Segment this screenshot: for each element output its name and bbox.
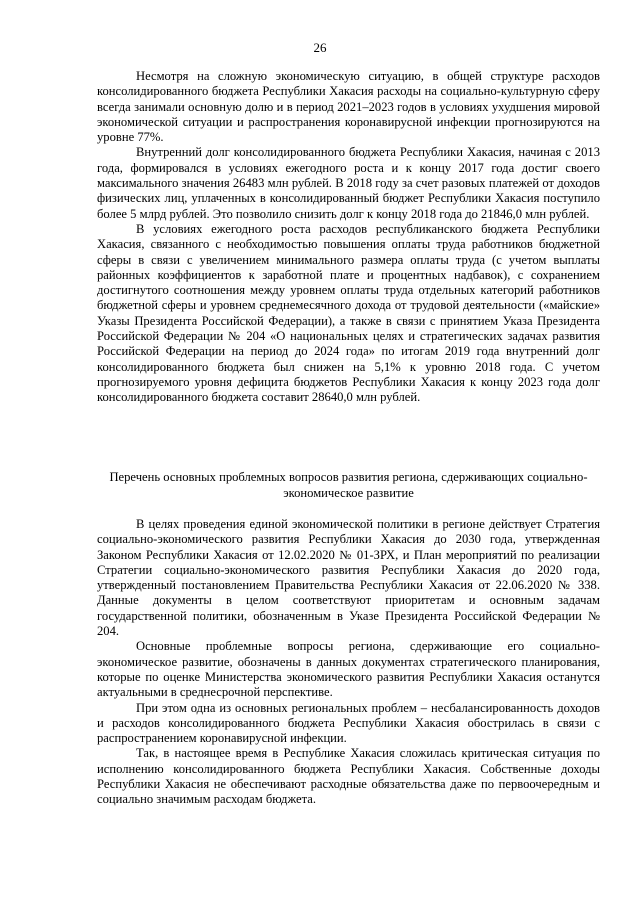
paragraph-budget-growth: В условиях ежегодного роста расходов республиканского бюджета Республики Хакасия, связанного с необходимостью повышения оплаты труда работников бюджетной сферы в связи с увеличением минимального размера оплаты труда (с учетом выплаты районных коэффициентов к заработной плате и процентных надбавок), с сохранением достигнутого соотношения между уровнем оплаты труда отдельных категорий работников бюджетной сферы и уровнем среднемесячного дохода от трудовой деятельности («майские» Указы Президента Российской Федерации), а также в связи с принятием Указа Президента Российской Федерации № 204 «О национальных целях и стратегических задачах развития Российской Федерации на период до 2024 года» по итогам 2019 года внутренний долг консолидированного бюджета был снижен на 5,1% к уровню 2018 года. С учетом прогнозируемого уровня дефицита бюджетов Республики Хакасия к концу 2023 года долг консолидированного бюджета составит 28640,0 млн рублей.	[97, 221, 600, 405]
paragraph-strategy: В целях проведения единой экономической политики в регионе действует Стратегия социально-экономического развития Республики Хакасия до 2030 года, утвержденная Законом Республики Хакасия от 12.02.2020 № 01-ЗРХ, и План мероприятий по реализации Стратегии социально-экономического развития Республики Хакасия до 2020 года, утвержденный постановлением Правительства Республики Хакасия от 22.06.2020 № 338. Данные документы в целом соответствуют приоритетам и основным задачам государственной политики, обозначенным в Указе Президента Российской Федерации № 204.	[97, 517, 600, 639]
paragraph-social-spending: Несмотря на сложную экономическую ситуацию, в общей структуре расходов консолидированного бюджета Республики Хакасия расходы на социально-культурную сферу всегда занимали основную долю и в период 2021–2023 годов в условиях ухудшения мировой экономической ситуации и распространения коронавирусной инфекции прогнозируются на уровне 77%.	[97, 69, 600, 145]
section-heading: Перечень основных проблемных вопросов развития региона, сдерживающих социально-экономическое развитие	[109, 470, 588, 500]
text-block-top	[97, 69, 600, 406]
page-number: 26	[313, 40, 327, 55]
paragraph-critical-situation: Так, в настоящее время в Республике Хакасия сложилась критическая ситуация по исполнению консолидированного бюджета Республики Хакасия. Собственные доходы Республики Хакасия не обеспечивают расходные обязательства даже по первоочередным и социально значимым расходам бюджета.	[97, 746, 600, 807]
paragraph-internal-debt: Внутренний долг консолидированного бюджета Республики Хакасия, начиная с 2013 года, формировался в условиях ежегодного роста и к концу 2017 года достиг своего максимального значения 26483 млн рублей. В 2018 году за счет разовых платежей от доходов физических лиц, уплаченных в консолидированный бюджет Республики Хакасия поступило более 5 млрд рублей. Это позволило снизить долг к концу 2018 года до 21846,0 млн рублей.	[97, 145, 600, 221]
paragraph-imbalance: При этом одна из основных региональных проблем – несбалансированность доходов и расходов консолидированного бюджета Республики Хакасия обострилась в связи с распространением коронавирусной инфекции.	[97, 700, 600, 746]
paragraph-main-issues: Основные проблемные вопросы региона, сдерживающие его социально-экономическое развитие, обозначены в данных документах стратегического планирования, которые по оценке Министерства экономического развития Республики Хакасия останутся актуальными в среднесрочной перспективе.	[97, 639, 600, 700]
text-block-bottom	[97, 517, 600, 808]
